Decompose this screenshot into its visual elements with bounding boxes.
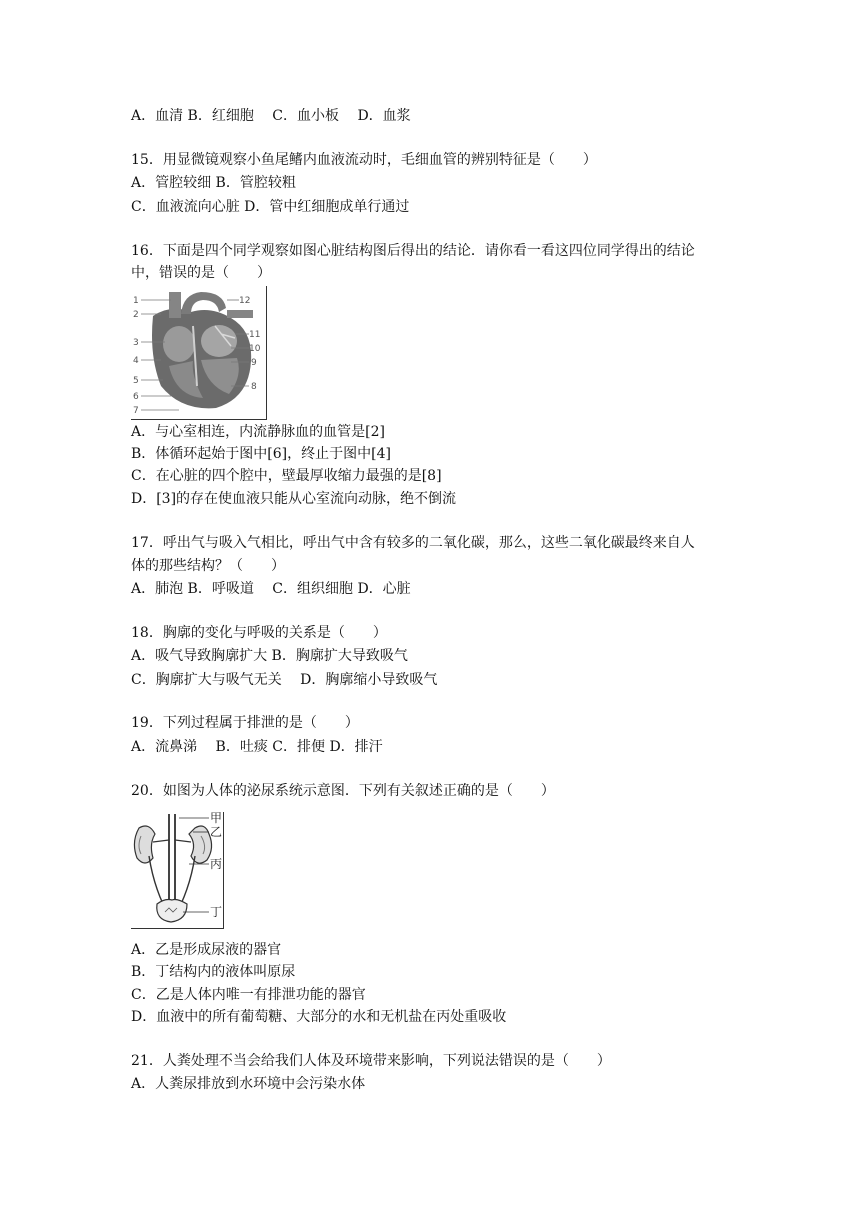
- q17-options: A．肺泡 B．呼吸道 C．组织细胞 D．心脏: [131, 581, 411, 597]
- heart-label-6: 6: [133, 392, 139, 402]
- urinary-label-yi: 乙: [210, 825, 223, 839]
- urinary-system-diagram: [131, 812, 224, 929]
- heart-label-4: 4: [133, 356, 139, 366]
- heart-label-12: 12: [239, 296, 251, 306]
- q20-option-a: A．乙是形成尿液的器官: [131, 942, 282, 958]
- q21-stem: 21．人粪处理不当会给我们人体及环境带来影响，下列说法错误的是（ ）: [131, 1053, 611, 1069]
- q15-stem: 15．用显微镜观察小鱼尾鳍内血液流动时，毛细血管的辨别特征是（ ）: [131, 152, 597, 168]
- q15-options-ab: A．管腔较细 B．管腔较粗: [131, 175, 296, 191]
- heart-diagram: [131, 286, 267, 420]
- q18-options-ab: A．吸气导致胸廓扩大 B．胸廓扩大导致吸气: [131, 648, 408, 664]
- q17-stem-line1: 17．呼出气与吸入气相比，呼出气中含有较多的二氧化碳，那么，这些二氧化碳最终来自人: [131, 535, 695, 551]
- q20-option-b: B．丁结构内的液体叫原尿: [131, 964, 296, 980]
- heart-label-11: 11: [249, 330, 261, 340]
- urinary-label-bing: 丙: [210, 857, 223, 871]
- q20-option-d: D．血液中的所有葡萄糖、大部分的水和无机盐在丙处重吸收: [131, 1009, 507, 1025]
- q16-option-b: B．体循环起始于图中[6]，终止于图中[4]: [131, 446, 391, 462]
- heart-label-3: 3: [133, 338, 139, 348]
- q20-option-c: C．乙是人体内唯一有排泄功能的器官: [131, 987, 366, 1003]
- heart-label-9: 9: [251, 358, 257, 368]
- q15-options-cd: C．血液流向心脏 D．管中红细胞成单行通过: [131, 199, 410, 215]
- q16-option-c: C．在心脏的四个腔中，壁最厚收缩力最强的是[8]: [131, 468, 442, 484]
- heart-label-8: 8: [251, 382, 257, 392]
- q16-stem-line1: 16．下面是四个同学观察如图心脏结构图后得出的结论．请你看一看这四位同学得出的结论: [131, 243, 695, 259]
- q21-option-a: A．人粪尿排放到水环境中会污染水体: [131, 1076, 366, 1092]
- urinary-label-ding: 丁: [210, 905, 223, 919]
- q20-stem: 20．如图为人体的泌尿系统示意图．下列有关叙述正确的是（ ）: [131, 783, 555, 799]
- q18-stem: 18．胸廓的变化与呼吸的关系是（ ）: [131, 625, 387, 641]
- q17-stem-line2: 体的那些结构？（ ）: [131, 558, 285, 574]
- urinary-system-svg: [131, 812, 223, 928]
- heart-diagram-svg: [131, 286, 266, 419]
- heart-label-5: 5: [133, 376, 139, 386]
- q19-options: A．流鼻涕 B．吐痰 C．排便 D．排汗: [131, 739, 383, 755]
- heart-label-1: 1: [133, 296, 139, 306]
- q16-stem-line2: 中，错误的是（ ）: [131, 265, 271, 281]
- q19-stem: 19．下列过程属于排泄的是（ ）: [131, 715, 359, 731]
- q18-options-cd: C．胸廓扩大与吸气无关 D．胸廓缩小导致吸气: [131, 672, 438, 688]
- q14-options: A．血清 B．红细胞 C．血小板 D．血浆: [131, 108, 411, 124]
- urinary-label-jia: 甲: [210, 812, 223, 825]
- heart-label-7: 7: [133, 406, 139, 416]
- heart-label-10: 10: [249, 344, 261, 354]
- q16-option-a: A．与心室相连，内流静脉血的血管是[2]: [131, 424, 385, 440]
- heart-label-2: 2: [133, 310, 139, 320]
- q16-option-d: D．[3]的存在使血液只能从心室流向动脉，绝不倒流: [131, 491, 457, 507]
